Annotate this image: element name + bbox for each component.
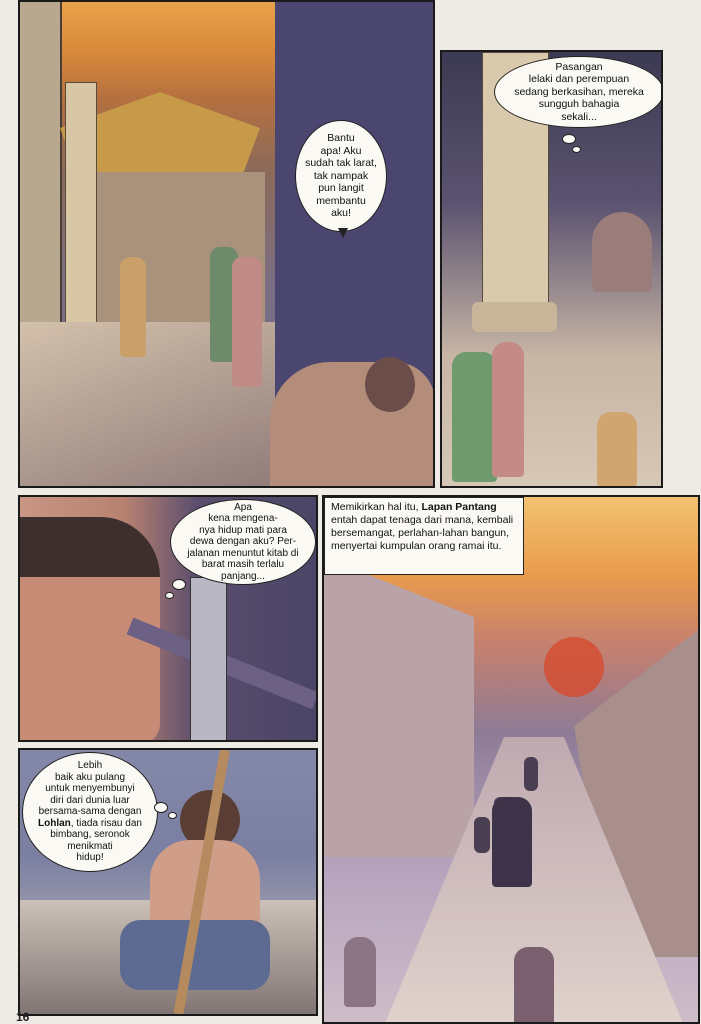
walking-figure bbox=[120, 257, 146, 357]
thought-dot bbox=[154, 802, 168, 813]
panel-crowded-street bbox=[322, 495, 700, 1024]
character-name: Lohlan bbox=[38, 817, 71, 829]
setting-sun bbox=[544, 637, 604, 697]
panel-couple-walking bbox=[440, 50, 663, 488]
thought-dot bbox=[572, 146, 581, 153]
thought-bubble: Pasangan lelaki dan perempuan sedang berkasihan, mereka sungguh bahagia sekali... bbox=[494, 56, 663, 128]
chain-wrap bbox=[190, 577, 227, 742]
woman-figure bbox=[492, 342, 524, 477]
foreground-figure bbox=[344, 937, 376, 1007]
pillar-base bbox=[472, 302, 557, 332]
character-hair bbox=[20, 517, 160, 577]
stone-pillar bbox=[65, 82, 97, 344]
speech-bubble: Bantu apa! Aku sudah tak larat, tak nampak pun langit membantu aku! bbox=[295, 120, 387, 232]
thought-bubble: Lebih baik aku pulang untuk menyembunyi diri dari dunia luar bersama-sama dengan Lohlan, tiada risau dan bimbang, seronok menikmati hidup! bbox=[22, 752, 158, 872]
crowd-figure bbox=[474, 817, 490, 853]
fighting-figure bbox=[592, 212, 652, 292]
panel-street-gateway bbox=[18, 0, 435, 488]
speech-tail bbox=[338, 228, 348, 238]
lapan-pantang-back bbox=[492, 797, 532, 887]
panel-character-standing bbox=[18, 748, 318, 1016]
thought-dot bbox=[165, 592, 174, 599]
narration-caption: Memikirkan hal itu, Lapan Pantang entah dapat tenaga dari mana, kembali bersemangat, perlahan-lahan bangun, menyertai kumpulan orang ramai itu. bbox=[324, 497, 524, 575]
passerby-figure bbox=[597, 412, 637, 487]
page-number: 16 bbox=[16, 1010, 30, 1024]
thought-dot bbox=[562, 134, 576, 144]
crowd-figure bbox=[524, 757, 538, 791]
foreground-figure bbox=[514, 947, 554, 1024]
thought-dot bbox=[172, 579, 186, 590]
thought-dot bbox=[168, 812, 177, 819]
panel-closeup-face bbox=[18, 495, 318, 742]
thought-bubble: Apa kena mengena- nya hidup mati para dewa dengan aku? Per- jalanan menuntut kitab di barat masih terlalu panjang... bbox=[170, 499, 316, 585]
walking-figure bbox=[232, 257, 262, 387]
man-figure bbox=[452, 352, 497, 482]
character-name: Lapan Pantang bbox=[421, 501, 497, 513]
character-head bbox=[365, 357, 415, 412]
left-buildings bbox=[324, 557, 474, 857]
